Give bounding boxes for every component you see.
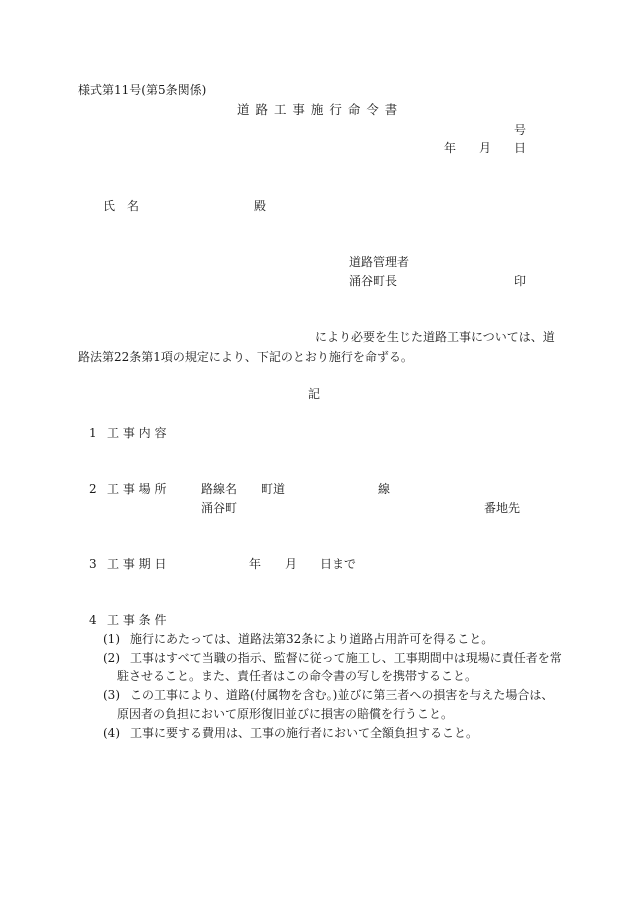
item-4-label: 工 事 条 件 — [107, 613, 167, 627]
item-2-number: 2 — [89, 482, 97, 496]
condition-2-number: (2) — [103, 651, 120, 665]
period-year: 年 — [249, 557, 262, 571]
condition-3-text: この工事により、道路(付属物を含む。)並びに第三者への損害を与えた場合は、 — [130, 688, 554, 702]
number-suffix: 号 — [514, 123, 527, 137]
addressee-honorific: 殿 — [254, 199, 267, 213]
condition-2-text: 工事はすべて当職の指示、監督に従って施工し、工事期間中は現場に責任者を常 — [130, 651, 562, 665]
date-day: 日 — [514, 141, 527, 155]
condition-3-number: (3) — [103, 688, 120, 702]
condition-3-continuation: 原因者の負担において原形復旧並びに損害の賠償を行うこと。 — [117, 707, 454, 721]
period-month: 月 — [285, 557, 298, 571]
ki-heading: 記 — [308, 387, 321, 401]
town-name: 涌谷町 — [201, 501, 238, 515]
addressee-label: 氏 名 — [103, 199, 140, 213]
item-3-label: 工 事 期 日 — [107, 557, 167, 571]
issuer-name: 涌谷町長 — [349, 274, 398, 288]
line-suffix: 線 — [378, 482, 391, 496]
road-type: 町道 — [261, 482, 286, 496]
condition-1-text: 施行にあたっては、道路法第32条により道路占用許可を得ること。 — [130, 632, 494, 646]
lot-suffix: 番地先 — [484, 501, 521, 515]
item-4-number: 4 — [89, 613, 97, 627]
item-1-label: 工 事 内 容 — [107, 426, 167, 440]
date-month: 月 — [479, 141, 492, 155]
form-number: 様式第11号(第5条関係) — [78, 83, 207, 97]
item-3-number: 3 — [89, 557, 97, 571]
body-text-line-1: により必要を生じた道路工事については、道 — [315, 330, 555, 344]
seal-mark: 印 — [514, 274, 527, 288]
condition-1-number: (1) — [103, 632, 120, 646]
document-title: 道 路 工 事 施 行 命 令 書 — [237, 102, 399, 117]
period-until: 日まで — [320, 557, 357, 571]
body-text-line-2: 路法第22条第1項の規定により、下記のとおり施行を命ずる。 — [78, 350, 413, 364]
condition-2-continuation: 駐させること。また、責任者はこの命令書の写しを携帯すること。 — [117, 669, 478, 683]
item-1-number: 1 — [89, 426, 97, 440]
item-2-label: 工 事 場 所 — [107, 482, 167, 496]
route-name-label: 路線名 — [201, 482, 238, 496]
condition-4-text: 工事に要する費用は、工事の施行者において全額負担すること。 — [130, 726, 479, 740]
condition-4-number: (4) — [103, 726, 120, 740]
issuer-role: 道路管理者 — [349, 255, 410, 269]
date-year: 年 — [444, 141, 457, 155]
